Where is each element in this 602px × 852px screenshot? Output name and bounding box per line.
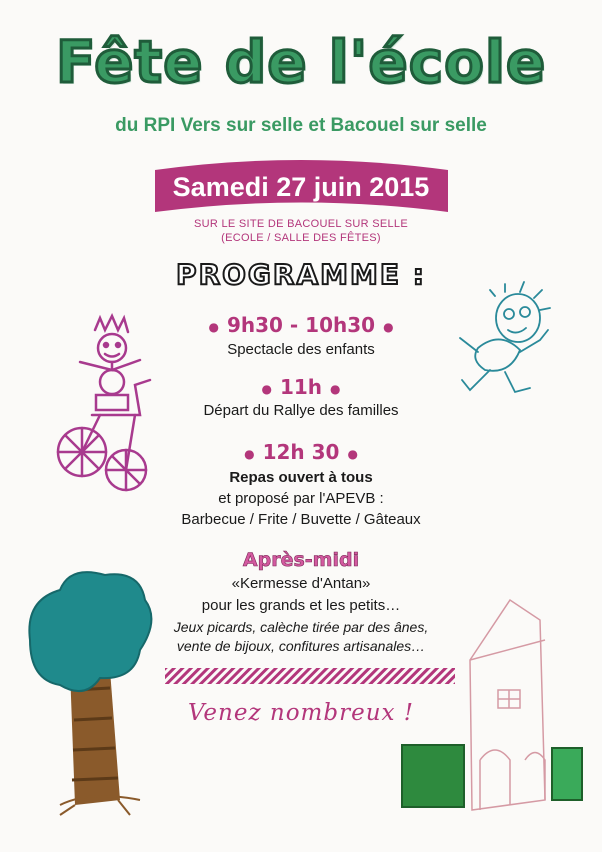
item-3-line-3: Barbecue / Frite / Buvette / Gâteaux — [181, 511, 421, 528]
bullet-icon: ● — [330, 381, 341, 396]
location-line-1: SUR LE SITE DE BACOUEL SUR SELLE — [194, 218, 408, 230]
bullet-icon: ● — [347, 446, 358, 461]
bullet-icon: ● — [383, 319, 394, 334]
item-2-text: Départ du Rallye des familles — [203, 402, 399, 419]
page-title: Fête de l'école — [55, 28, 547, 96]
afternoon-heading: Après-midi — [242, 549, 360, 571]
item-1-text: Spectacle des enfants — [227, 341, 375, 358]
closing-text: Venez nombreux ! — [187, 700, 415, 726]
page-subtitle: du RPI Vers sur selle et Bacouel sur selle — [115, 115, 487, 136]
afternoon-details-1: Jeux picards, calèche tirée par des ânes, — [173, 619, 429, 635]
programme-heading: PROGRAMME : — [176, 258, 426, 291]
time-3: ● 12h 30 ● — [0, 440, 602, 464]
separator-dots — [165, 668, 455, 684]
green-door — [552, 748, 582, 800]
afternoon-line-1: «Kermesse d'Antan» — [231, 575, 371, 592]
bullet-icon: ● — [244, 446, 255, 461]
item-3-line-2: et proposé par l'APEVB : — [218, 490, 384, 507]
item-3-line-1: Repas ouvert à tous — [229, 469, 373, 486]
time-2: ● 11h ● — [0, 375, 602, 399]
afternoon-details-2: vente de bijoux, confitures artisanales… — [176, 638, 426, 654]
time-1: ● 9h30 - 10h30 ● — [0, 313, 602, 337]
location-line-2: (ECOLE / SALLE DES FÊTES) — [221, 232, 381, 244]
bullet-icon: ● — [261, 381, 272, 396]
afternoon-line-2: pour les grands et les petits… — [201, 597, 401, 614]
event-date: Samedi 27 juin 2015 — [172, 172, 430, 202]
green-block — [402, 745, 464, 807]
bullet-icon: ● — [208, 319, 219, 334]
